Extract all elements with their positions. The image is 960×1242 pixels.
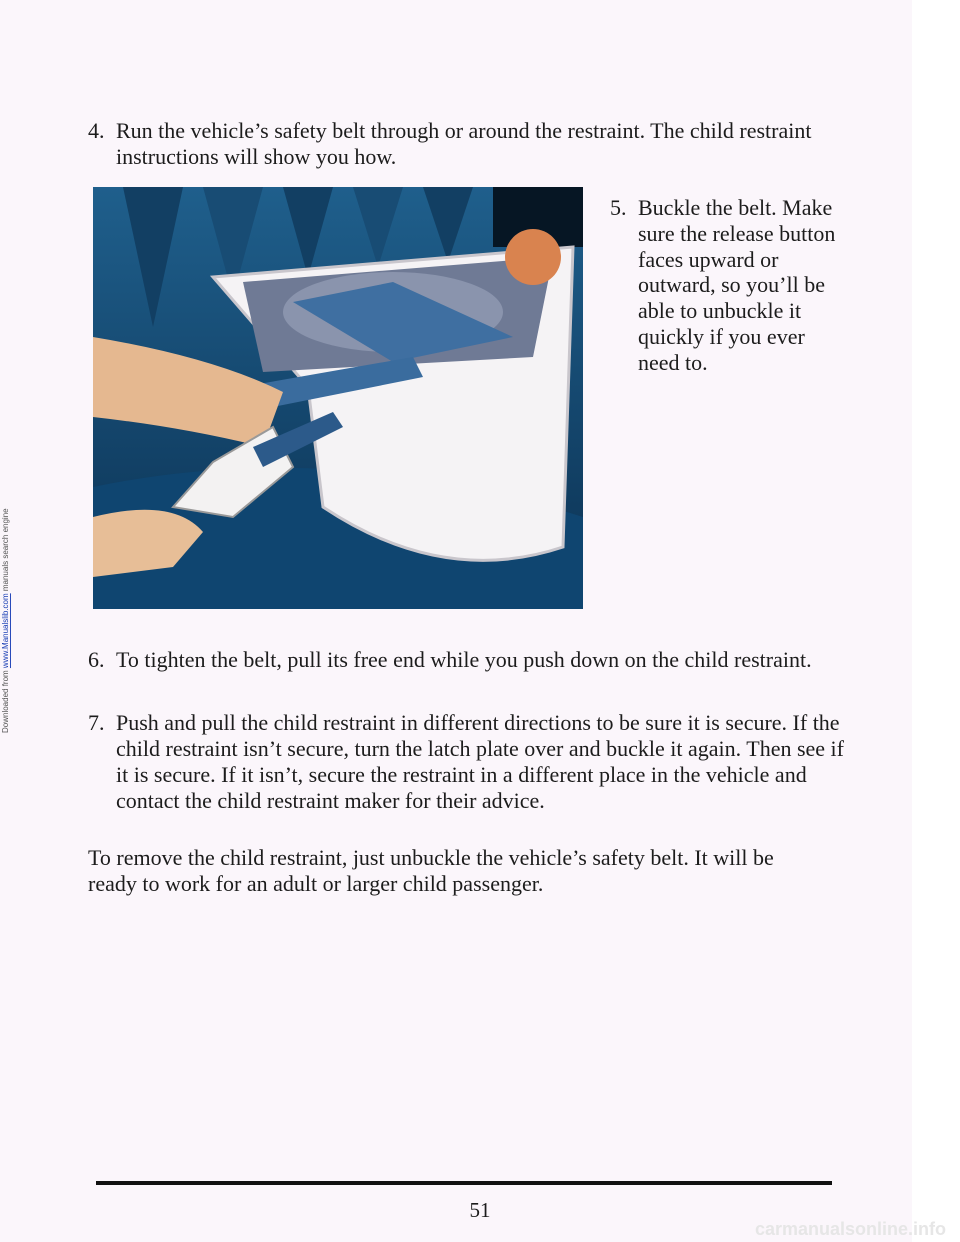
source-suffix: manuals search engine <box>1 508 10 592</box>
right-margin-strip <box>912 0 960 1242</box>
step-number: 6. <box>88 647 105 672</box>
manualslib-link[interactable]: www.Manualslib.com <box>1 593 10 669</box>
step-5 <box>610 195 850 376</box>
step-text: Run the vehicle’s safety belt through or around the restraint. The child restraint instructions will show you how. <box>116 118 812 169</box>
footer-rule <box>96 1181 832 1185</box>
watermark: carmanualsonline.info <box>754 1219 946 1239</box>
page-number: 51 <box>469 1198 491 1222</box>
step-number: 4. <box>88 118 105 143</box>
download-source-note <box>0 0 12 1242</box>
step-text: Push and pull the child restraint in different directions to be sure it is secure. If the child restraint isn’t secure, turn the latch plate over and buckle it again. Then see if it is secure. If it isn’t, secure the restraint in a different place in the vehicle and contact the child restraint maker for their advice. <box>116 710 844 813</box>
step-4 <box>88 118 848 170</box>
step-7 <box>88 710 848 814</box>
step-6 <box>88 647 848 673</box>
closing-paragraph: To remove the child restraint, just unbuckle the vehicle’s safety belt. It will be ready to work for an adult or larger child passenger. <box>88 845 774 896</box>
step-text: To tighten the belt, pull its free end while you push down on the child restraint. <box>116 647 812 672</box>
step-text: Buckle the belt. Make sure the release button faces upward or outward, so you’ll be able to unbuckle it quickly if you ever need to. <box>638 195 836 375</box>
step-number: 5. <box>610 195 627 220</box>
child-restraint-illustration <box>93 187 583 609</box>
step-number: 7. <box>88 710 105 735</box>
source-prefix: Downloaded from <box>1 670 10 734</box>
